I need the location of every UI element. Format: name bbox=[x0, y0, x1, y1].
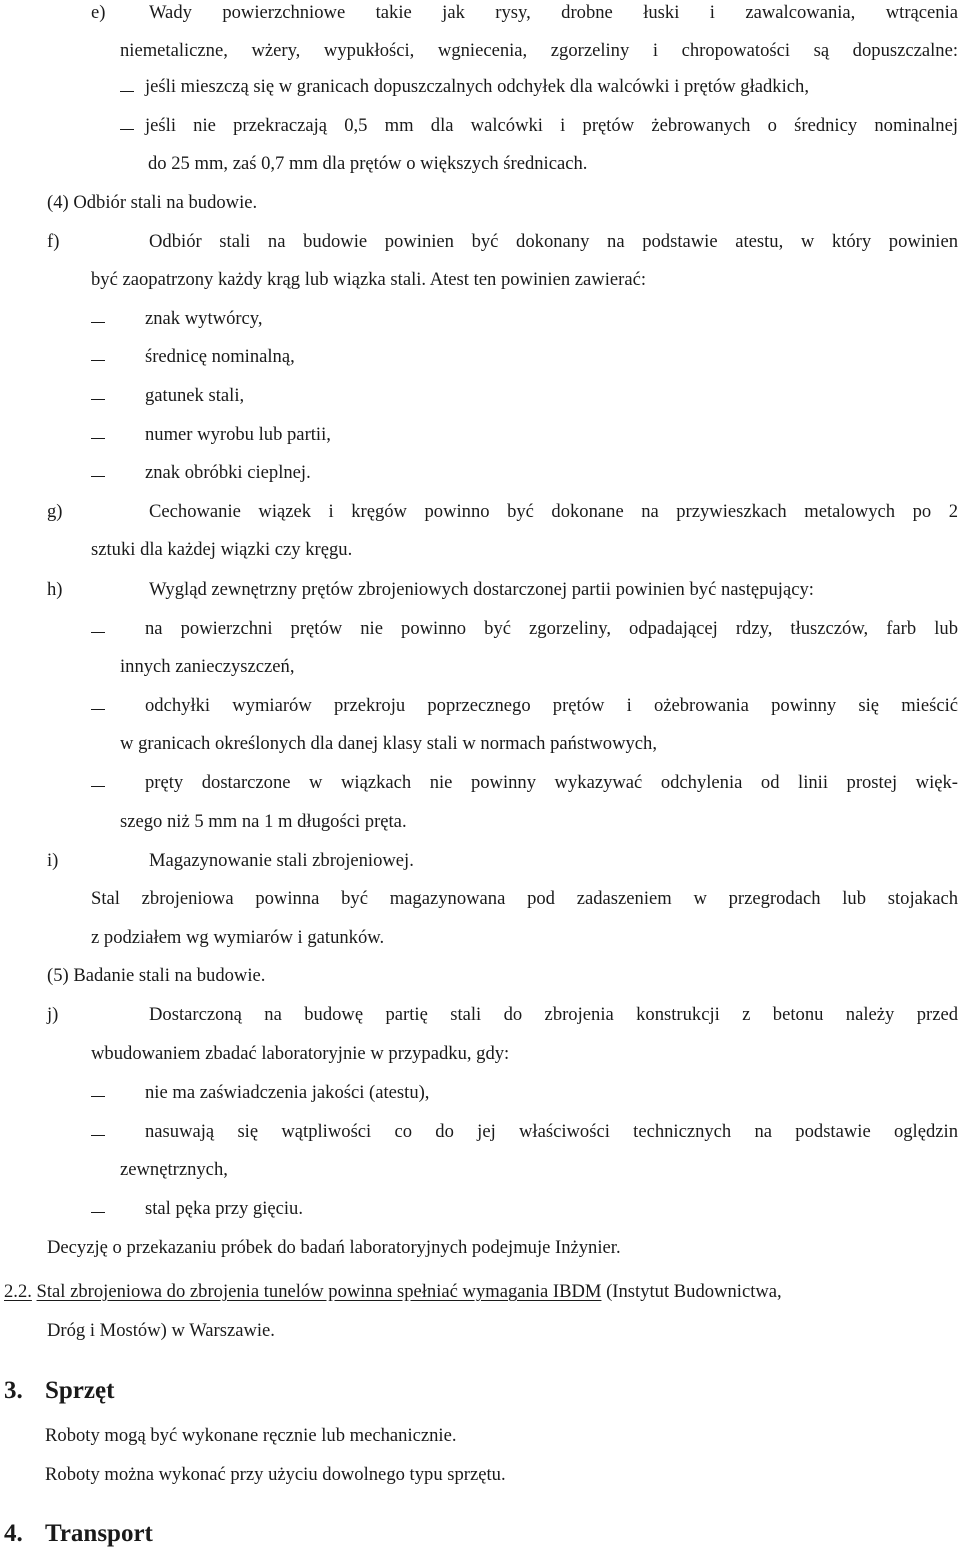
clause-2-2 bbox=[4, 1281, 958, 1305]
paragraph-line: niemetaliczne, wżery, wypukłości, wgniecenia, zgorzeliny i chropowatości są dopuszczalne: bbox=[120, 40, 958, 61]
dash-bullet bbox=[91, 322, 105, 323]
bullet-text: innych zanieczyszczeń, bbox=[120, 656, 295, 677]
list-item: gatunek stali, bbox=[145, 385, 245, 406]
dash-bullet bbox=[91, 476, 105, 477]
item-label-h: h) bbox=[47, 579, 63, 600]
bullet-text: do 25 mm, zaś 0,7 mm dla prętów o większych średnicach. bbox=[148, 153, 588, 174]
item-label-g: g) bbox=[47, 501, 63, 522]
underlined-text: Stal zbrojeniowa do zbrojenia tunelów powinna spełniać wymagania IBDM bbox=[36, 1281, 602, 1302]
dash-bullet bbox=[91, 1096, 105, 1097]
bullet-text: nasuwają się wątpliwości co do jej właściwości technicznych na podstawie oględzin bbox=[145, 1121, 958, 1142]
dash-bullet bbox=[91, 360, 105, 361]
paragraph-line: Stal zbrojeniowa powinna być magazynowana pod zadaszeniem w przegrodach lub stojakach bbox=[91, 888, 958, 909]
clause-number: 2.2. bbox=[4, 1281, 32, 1302]
bullet-text: odchyłki wymiarów przekroju poprzecznego prętów i ożebrowania powinny się mieścić bbox=[145, 695, 958, 716]
paragraph-line: Cechowanie wiązek i kręgów powinno być dokonane na przywieszkach metalowych po 2 bbox=[149, 501, 958, 522]
bullet-text: pręty dostarczone w wiązkach nie powinny wykazywać odchylenia od linii prostej więk- bbox=[145, 772, 958, 793]
dash-bullet bbox=[91, 786, 105, 787]
section-number-4: 4. bbox=[4, 1520, 23, 1547]
paragraph-line: Odbiór stali na budowie powinien być dokonany na podstawie atestu, w który powinien bbox=[149, 231, 958, 252]
list-item: numer wyrobu lub partii, bbox=[145, 424, 331, 445]
dash-bullet bbox=[91, 632, 105, 633]
dash-bullet bbox=[91, 438, 105, 439]
paragraph-line: Roboty można wykonać przy użyciu dowolnego typu sprzętu. bbox=[45, 1464, 506, 1485]
dash-bullet bbox=[120, 129, 134, 130]
dash-bullet bbox=[91, 399, 105, 400]
bullet-text: nie ma zaświadczenia jakości (atestu), bbox=[145, 1082, 430, 1103]
paragraph-line: Wady powierzchniowe takie jak rysy, drobne łuski i zawalcowania, wtrącenia bbox=[149, 2, 958, 23]
bullet-text: jeśli nie przekraczają 0,5 mm dla walcówki i prętów żebrowanych o średnicy nominalnej bbox=[145, 115, 958, 136]
paragraph-line: Roboty mogą być wykonane ręcznie lub mechanicznie. bbox=[45, 1425, 457, 1446]
section-title-3: Sprzęt bbox=[45, 1377, 115, 1404]
list-item: znak wytwórcy, bbox=[145, 308, 263, 329]
list-item: znak obróbki cieplnej. bbox=[145, 462, 311, 483]
list-item: średnicę nominalną, bbox=[145, 346, 295, 367]
paragraph-line: wbudowaniem zbadać laboratoryjnie w przypadku, gdy: bbox=[91, 1043, 510, 1064]
dash-bullet bbox=[91, 1212, 105, 1213]
bullet-text: jeśli mieszczą się w granicach dopuszczalnych odchyłek dla walcówki i prętów gładkich, bbox=[145, 76, 809, 97]
section-number-3: 3. bbox=[4, 1377, 23, 1404]
dash-bullet bbox=[120, 91, 134, 92]
paragraph-line: Dróg i Mostów) w Warszawie. bbox=[47, 1320, 275, 1341]
paragraph-line: sztuki dla każdej wiązki czy kręgu. bbox=[91, 539, 353, 560]
paragraph-line: Dostarczoną na budowę partię stali do zbrojenia konstrukcji z betonu należy przed bbox=[149, 1004, 958, 1025]
paragraph-line: Magazynowanie stali zbrojeniowej. bbox=[149, 850, 414, 871]
section-heading-4: (4) Odbiór stali na budowie. bbox=[47, 192, 258, 213]
section-title-4: Transport bbox=[45, 1520, 153, 1547]
item-label-f: f) bbox=[47, 231, 60, 252]
clause-text: (Instytut Budownictwa, bbox=[606, 1281, 782, 1302]
item-label-j: j) bbox=[47, 1004, 59, 1025]
dash-bullet bbox=[91, 709, 105, 710]
dash-bullet bbox=[91, 1135, 105, 1136]
section-heading-5: (5) Badanie stali na budowie. bbox=[47, 965, 266, 986]
paragraph-line: Decyzję o przekazaniu próbek do badań laboratoryjnych podejmuje Inżynier. bbox=[47, 1237, 621, 1258]
paragraph-line: być zaopatrzony każdy krąg lub wiązka stali. Atest ten powinien zawierać: bbox=[91, 269, 647, 290]
item-label-i: i) bbox=[47, 850, 59, 871]
bullet-text: w granicach określonych dla danej klasy stali w normach państwowych, bbox=[120, 733, 657, 754]
item-label-e: e) bbox=[91, 2, 106, 23]
bullet-text: zewnętrznych, bbox=[120, 1159, 228, 1180]
bullet-text: szego niż 5 mm na 1 m długości pręta. bbox=[120, 811, 407, 832]
paragraph-line: Wygląd zewnętrzny prętów zbrojeniowych dostarczonej partii powinien być następujący: bbox=[149, 579, 814, 600]
bullet-text: na powierzchni prętów nie powinno być zgorzeliny, odpadającej rdzy, tłuszczów, farb lub bbox=[145, 618, 958, 639]
paragraph-line: z podziałem wg wymiarów i gatunków. bbox=[91, 927, 385, 948]
bullet-text: stal pęka przy gięciu. bbox=[145, 1198, 303, 1219]
